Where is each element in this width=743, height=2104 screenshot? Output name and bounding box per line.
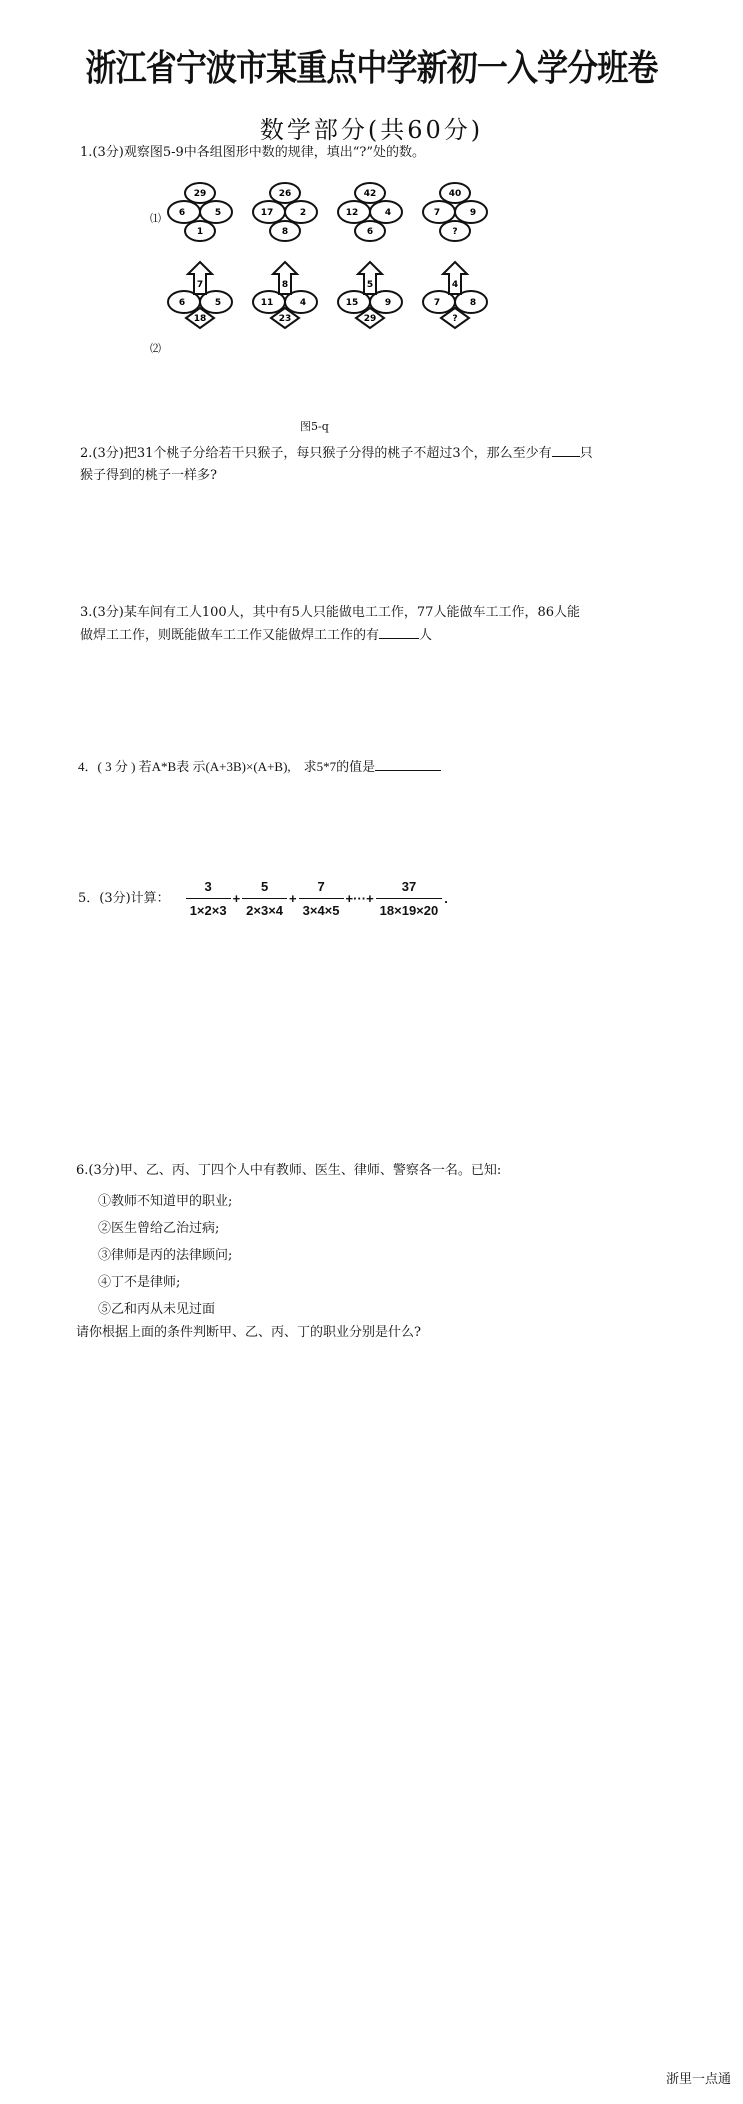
bottom-number: 18: [193, 314, 207, 324]
question-2-text-a: 2.(3分)把31个桃子分给若干只猴子，每只猴子分得的桃子不超过3个，那么至少有: [80, 446, 552, 461]
arrow-number: 4: [451, 280, 459, 290]
right-number: 5: [214, 298, 222, 308]
fraction-1-den: 1×2×3: [186, 898, 231, 922]
figure-row1-label: ⑴: [150, 212, 161, 225]
question-3-text-b: 做焊工工作，则既能做车工工作又能做焊工工作的有: [80, 628, 380, 643]
bottom-number: 1: [196, 227, 204, 237]
bottom-number: ?: [452, 227, 458, 237]
question-1-text: 1.(3分)观察图5-9中各组图形中数的规律，填出“?”处的数。: [80, 145, 426, 160]
condition-5: ⑤乙和丙从未见过面: [98, 1302, 216, 1317]
pattern-figure: [160, 180, 500, 330]
fraction-3-den: 3×4×5: [299, 898, 344, 922]
question-3-text: [80, 602, 580, 647]
arrow-group-2: [253, 262, 317, 328]
bottom-number: ?: [452, 314, 458, 324]
figure-caption: 图5-q: [300, 420, 329, 433]
arrow-group-4: [423, 262, 487, 328]
left-number: 12: [345, 208, 359, 218]
question-6-question: 请你根据上面的条件判断甲、乙、丙、丁的职业分别是什么?: [76, 1325, 421, 1340]
fraction-2-den: 2×3×4: [242, 898, 287, 922]
left-number: 6: [178, 208, 186, 218]
bottom-number: 29: [363, 314, 377, 324]
right-number: 9: [469, 208, 477, 218]
right-number: 2: [299, 208, 307, 218]
flower-group-3: [338, 183, 402, 241]
question-2-text: [80, 442, 593, 487]
question-3-text-c: 人: [419, 628, 433, 643]
left-number: 11: [260, 298, 274, 308]
arrow-group-3: [338, 262, 402, 328]
top-number: 42: [363, 189, 377, 199]
condition-3: ③律师是丙的法律顾问;: [98, 1248, 233, 1263]
figure-row2-label: ⑵: [150, 342, 161, 355]
top-number: 26: [278, 189, 292, 199]
left-number: 7: [433, 298, 441, 308]
question-3-text-a: 3.(3分)某车间有工人100人，其中有5人只能做电工工作，77人能做车工工作，86人能: [80, 605, 580, 620]
fraction-3: [299, 876, 344, 922]
answer-blank-3: [379, 624, 419, 639]
ellipsis-sum: +···+: [345, 891, 374, 906]
flower-group-1: [168, 183, 232, 241]
fraction-4-num: 37: [401, 879, 417, 894]
right-number: 9: [384, 298, 392, 308]
question-5-label: 5．(3分)计算：: [78, 891, 170, 906]
left-number: 7: [433, 208, 441, 218]
footer-text: 浙里一点通: [665, 2072, 731, 2087]
condition-1: ①教师不知道甲的职业;: [98, 1194, 233, 1209]
answer-blank-2: [552, 442, 580, 457]
bottom-number: 8: [281, 227, 289, 237]
answer-blank-4: [375, 756, 441, 771]
fraction-4: [376, 876, 443, 922]
plus-sign-2: +: [289, 891, 297, 906]
condition-4: ④丁不是律师;: [98, 1275, 181, 1290]
question-4-text-main: 4．( 3 分 ) 若A*B表 示(A+3B)×(A+B), 求5*7的值是: [78, 759, 376, 774]
section-subtitle: 数学部分(共60分): [259, 116, 484, 144]
fraction-1-num: 3: [204, 879, 212, 894]
page-title: 浙江省宁波市某重点中学新初一入学分班卷: [85, 48, 658, 89]
fraction-2: [242, 876, 287, 922]
arrow-number: 7: [196, 280, 204, 290]
condition-2: ②医生曾给乙治过病;: [98, 1221, 220, 1236]
arrow-group-1: [168, 262, 232, 328]
plus-sign-1: +: [232, 891, 241, 906]
fraction-2-num: 5: [260, 879, 269, 894]
bottom-number: 23: [278, 314, 292, 324]
right-number: 4: [299, 298, 307, 308]
left-number: 15: [345, 298, 359, 308]
question-5: [78, 876, 450, 922]
right-number: 5: [214, 208, 222, 218]
fraction-1: [186, 876, 231, 922]
top-number: 40: [448, 189, 462, 199]
bottom-number: 6: [366, 227, 374, 237]
fraction-3-num: 7: [317, 879, 325, 894]
question-6-text: 6.(3分)甲、乙、丙、丁四个人中有教师、医生、律师、警察各一名。已知:: [76, 1163, 502, 1178]
arrow-number: 5: [366, 280, 374, 290]
question-4-text: [78, 756, 441, 778]
arrow-number: 8: [281, 280, 289, 290]
left-number: 6: [178, 298, 186, 308]
fraction-4-den: 18×19×20: [376, 898, 443, 922]
left-number: 17: [260, 208, 274, 218]
top-number: 29: [193, 189, 207, 199]
end-period: .: [444, 891, 448, 906]
question-2-text-c: 猴子得到的桃子一样多?: [80, 468, 217, 483]
question-2-text-b: 只: [579, 446, 593, 461]
flower-group-2: [253, 183, 317, 241]
right-number: 4: [384, 208, 392, 218]
flower-group-4: [423, 183, 487, 241]
right-number: 8: [469, 298, 477, 308]
